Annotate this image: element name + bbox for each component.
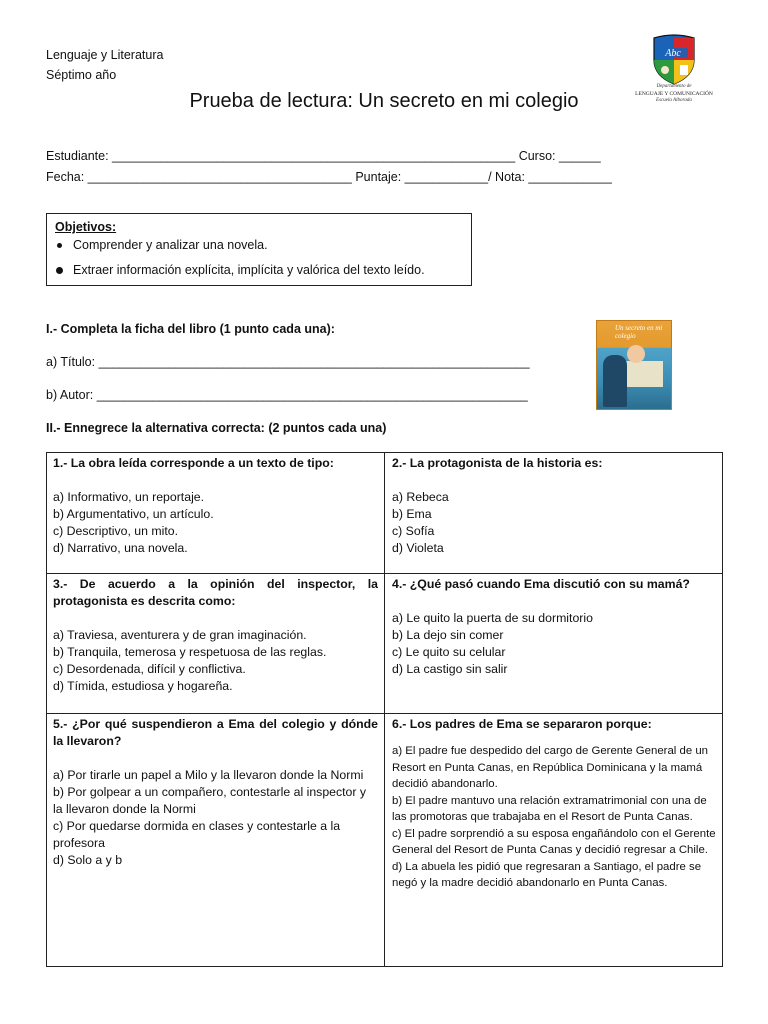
- section-1-title: I.- Completa la ficha del libro (1 punto cada una):: [46, 322, 335, 336]
- logo-line-2: LENGUAJE Y COMUNICACIÓN: [635, 91, 713, 97]
- option-6c[interactable]: c) El padre sorprendió a su esposa engañándolo con el Gerente General del Resort de Punta Canas y decidió regresar a Chile.: [392, 827, 716, 856]
- option-5a[interactable]: a) Por tirarle un papel a Milo y la llevaron donde la Normi: [53, 768, 364, 782]
- book-cover-image: [596, 320, 672, 410]
- logo-line-3: Escuela Alborada: [656, 98, 692, 103]
- date-field[interactable]: Fecha: ______________________________________ Puntaje: ____________/ Nota: ____________: [46, 170, 612, 184]
- option-3d[interactable]: d) Tímida, estudiosa y hogareña.: [53, 679, 233, 693]
- option-4d[interactable]: d) La castigo sin salir: [392, 662, 508, 676]
- logo-line-1: Departamento de: [656, 84, 692, 89]
- option-2b[interactable]: b) Ema: [392, 507, 432, 521]
- option-3b[interactable]: b) Tranquila, temerosa y respetuosa de las reglas.: [53, 645, 327, 659]
- question-4: 4.- ¿Qué pasó cuando Ema discutió con su mamá? a) Le quito la puerta de su dormitorio b) La dejo sin comer c) Le quito su celular d) La castigo sin salir: [392, 576, 718, 678]
- objective-item: Comprender y analizar una novela.: [73, 238, 268, 252]
- option-6d[interactable]: d) La abuela les pidió que regresaran a Santiago, el padre se negó y la madre decidió abandonarlo en Punta Canas.: [392, 860, 702, 889]
- book-cover-title: Un secreto en mi colegio: [615, 324, 663, 340]
- option-5c[interactable]: c) Por quedarse dormida en clases y contestarle a la profesora: [53, 819, 341, 850]
- option-3a[interactable]: a) Traviesa, aventurera y de gran imaginación.: [53, 628, 307, 642]
- questions-table: [46, 452, 723, 967]
- book-author-field[interactable]: b) Autor: ______________________________________________________________: [46, 388, 528, 402]
- question-1: 1.- La obra leída corresponde a un texto de tipo: a) Informativo, un reportaje. b) Argumentativo, un artículo. c) Descriptivo, un mito. d) Narrativo, una novela.: [53, 455, 378, 557]
- option-4b[interactable]: b) La dejo sin comer: [392, 628, 504, 642]
- shield-icon: [628, 34, 720, 86]
- option-2d[interactable]: d) Violeta: [392, 541, 444, 555]
- objective-item: Extraer información explícita, implícita y valórica del texto leído.: [73, 263, 425, 277]
- option-1c[interactable]: c) Descriptivo, un mito.: [53, 524, 179, 538]
- grade-label: Séptimo año: [46, 68, 117, 82]
- school-logo: [628, 34, 720, 106]
- question-5: 5.- ¿Por qué suspendieron a Ema del colegio y dónde la llevaron? a) Por tirarle un papel a Milo y la llevaron donde la Normi b) Por golpear a un compañero, contestarle al inspector y la llevaron donde la Normi c) Por quedarse dormida en clases y contestarle a la profesora d) Solo a y b: [53, 717, 378, 867]
- option-5d[interactable]: d) Solo a y b: [53, 853, 123, 867]
- question-3: 3.- De acuerdo a la opinión del inspector, la protagonista es descrita como: a) Traviesa, aventurera y de gran imaginación. b) Tranquila, temerosa y respetuosa de las reglas. c) Desordenada, difícil y conflictiva. d) Tímida, estudiosa y hogareña.: [53, 577, 378, 693]
- option-1a[interactable]: a) Informativo, un reportaje.: [53, 490, 205, 504]
- question-6: 6.- Los padres de Ema se separaron porque: a) El padre fue despedido del cargo de Gerente General de un Resort en Punta Canas, en República Dominicana y la mamá decidió abandonarlo. b) El padre mantuvo una relación extramatrimonial con una de las promotoras que trabajaba en el Resort de Punta Canas. c) El padre sorprendió a su esposa engañándolo con el Gerente General del Resort de Punta Canas y decidió regresar a Chile. d) La abuela les pidió que regresaran a Santiago, el padre se negó y la madre decidió abandonarlo en Punta Canas.: [392, 716, 718, 892]
- subject-label: Lenguaje y Literatura: [46, 48, 164, 62]
- option-6a[interactable]: a) El padre fue despedido del cargo de Gerente General de un Resort en Punta Canas, en República Dominicana y la mamá decidió abandonarlo.: [392, 745, 708, 790]
- option-4a[interactable]: a) Le quito la puerta de su dormitorio: [392, 611, 593, 625]
- option-5b[interactable]: b) Por golpear a un compañero, contestarle al inspector y la llevaron donde la Normi: [53, 785, 367, 816]
- bullet-icon: [56, 267, 63, 274]
- option-6b[interactable]: b) El padre mantuvo una relación extramatrimonial con una de las promotoras que trabajaba en el Resort de Punta Canas.: [392, 794, 707, 823]
- bullet-icon: [57, 243, 62, 248]
- logo-mark: Abc: [665, 48, 681, 59]
- option-4c[interactable]: c) Le quito su celular: [392, 645, 506, 659]
- option-1b[interactable]: b) Argumentativo, un artículo.: [53, 507, 214, 521]
- section-2-title: II.- Ennegrece la alternativa correcta: (2 puntos cada una): [46, 421, 387, 435]
- objectives-box: [46, 213, 472, 286]
- student-field[interactable]: Estudiante: __________________________________________________________ Curso: ______: [46, 149, 601, 163]
- option-1d[interactable]: d) Narrativo, una novela.: [53, 541, 188, 555]
- page-title: Prueba de lectura: Un secreto en mi colegio: [189, 90, 579, 112]
- option-3c[interactable]: c) Desordenada, difícil y conflictiva.: [53, 662, 246, 676]
- option-2a[interactable]: a) Rebeca: [392, 490, 449, 504]
- book-title-field[interactable]: a) Título: ______________________________________________________________: [46, 355, 530, 369]
- objectives-title: Objetivos:: [55, 220, 117, 234]
- question-2: 2.- La protagonista de la historia es: a) Rebeca b) Ema c) Sofía d) Violeta: [392, 455, 718, 557]
- option-2c[interactable]: c) Sofía: [392, 524, 435, 538]
